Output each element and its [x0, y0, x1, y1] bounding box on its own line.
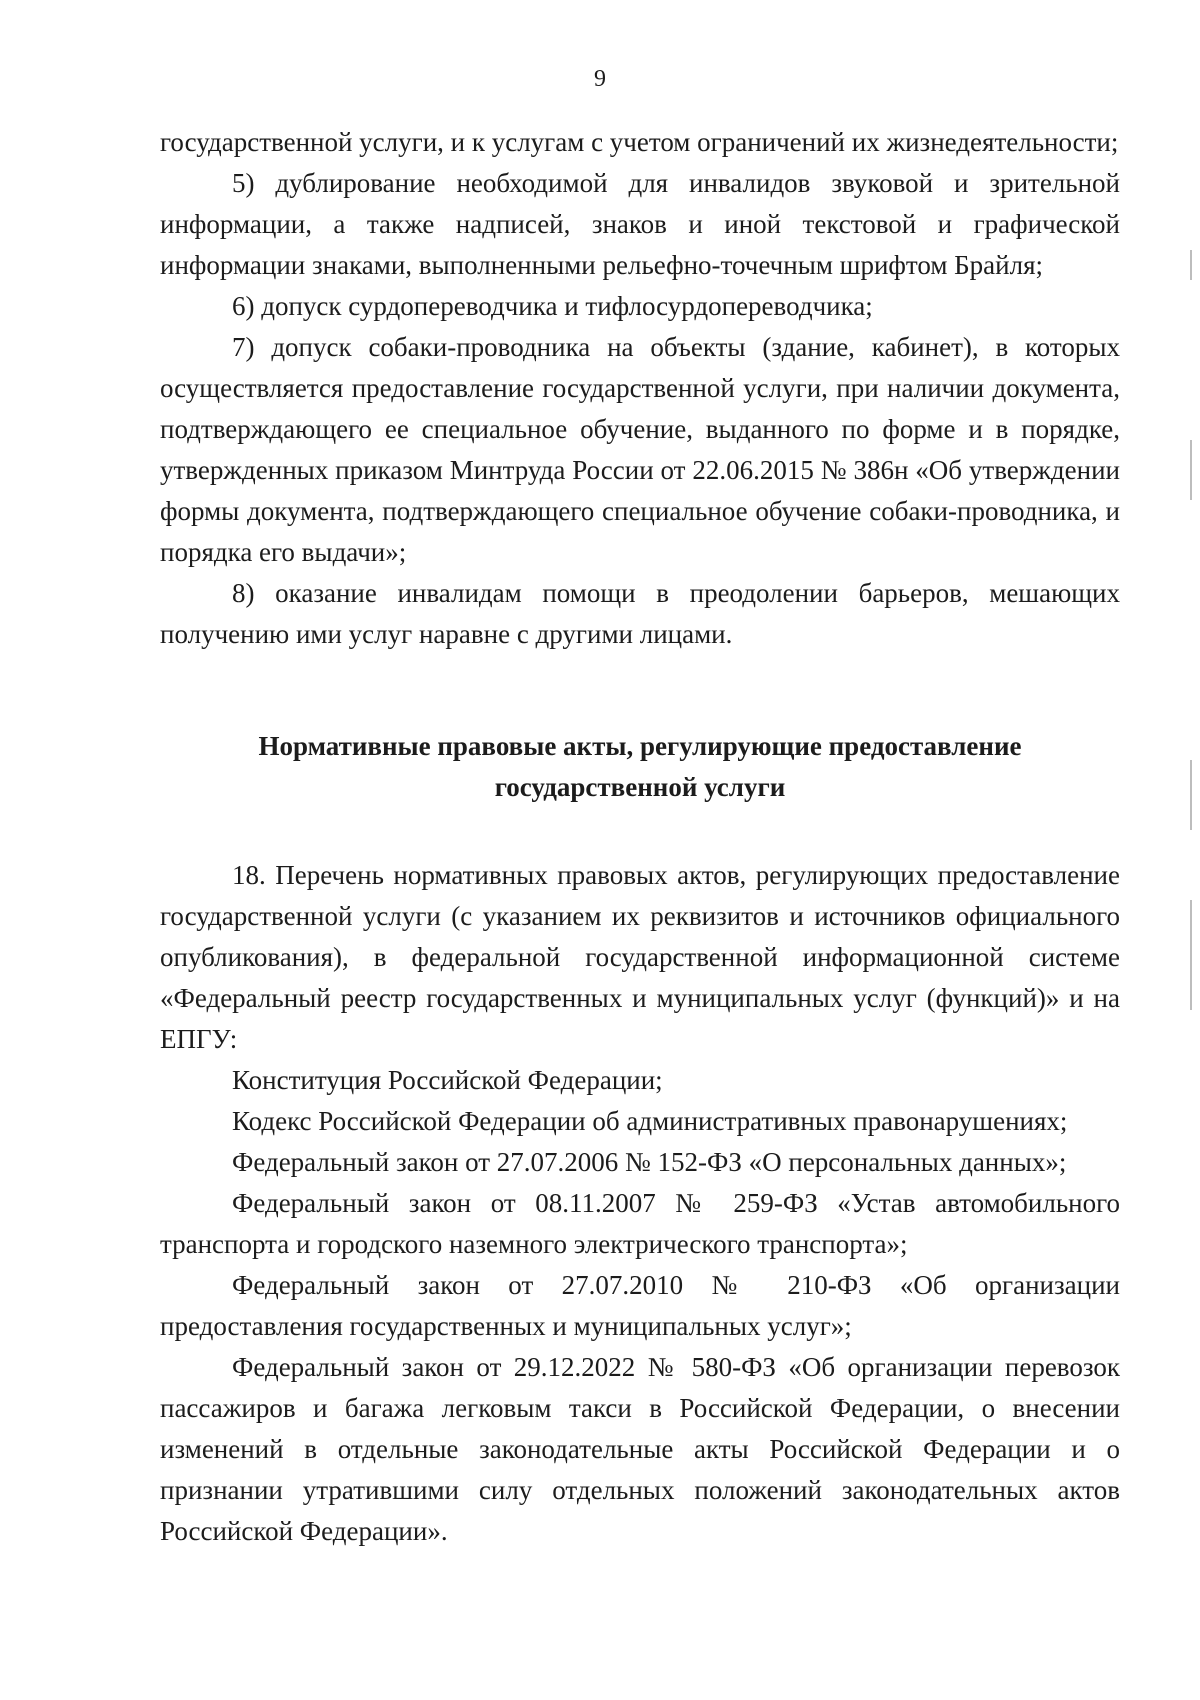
scan-edge-mark	[1190, 250, 1192, 280]
scan-edge-mark	[1190, 900, 1192, 1010]
legal-act-item: Федеральный закон от 27.07.2006 № 152-ФЗ «О персональных данных»;	[232, 1147, 1067, 1177]
section-heading-line-2: государственной услуги	[494, 772, 786, 802]
paragraph-continuation: государственной услуги, и к услугам с учетом ограничений их жизнедеятельности;	[160, 127, 1119, 157]
section-heading	[160, 726, 1120, 808]
legal-act-item: Кодекс Российской Федерации об административных правонарушениях;	[232, 1106, 1068, 1136]
scan-edge-mark	[1190, 440, 1192, 500]
list-item-5: 5) дублирование необходимой для инвалидов звуковой и зрительной информации, а также надписей, знаков и иной текстовой и графической информации знаками, выполненными рельефно-точечным шрифтом Брайля;	[160, 168, 1120, 280]
section-heading-line-1: Нормативные правовые акты, регулирующие предоставление	[258, 731, 1022, 761]
accessibility-measures-list	[160, 122, 1120, 655]
legal-act-item: Конституция Российской Федерации;	[232, 1065, 663, 1095]
legal-acts-list	[160, 855, 1120, 1552]
page-number: 9	[594, 66, 606, 92]
legal-act-item: Федеральный закон от 08.11.2007 № 259-ФЗ «Устав автомобильного транспорта и городского наземного электрического транспорта»;	[160, 1188, 1120, 1259]
list-item-8: 8) оказание инвалидам помощи в преодолении барьеров, мешающих получению ими услуг наравне с другими лицами.	[160, 578, 1120, 649]
legal-act-item: Федеральный закон от 27.07.2010 № 210-ФЗ «Об организации предоставления государственных и муниципальных услуг»;	[160, 1270, 1120, 1341]
scan-edge-mark	[1190, 760, 1192, 830]
list-item-6: 6) допуск сурдопереводчика и тифлосурдопереводчика;	[232, 291, 873, 321]
paragraph-18: 18. Перечень нормативных правовых актов, регулирующих предоставление государственной услуги (с указанием их реквизитов и источников официального опубликования), в федеральной государственной информационной системе «Федеральный реестр государственных и муниципальных услуг (функций)» и на ЕПГУ:	[160, 860, 1120, 1054]
legal-act-item: Федеральный закон от 29.12.2022 № 580-ФЗ «Об организации перевозок пассажиров и багажа легковым такси в Российской Федерации, о внесении изменений в отдельные законодательные акты Российской Федерации и о признании утратившими силу отдельных положений законодательных актов Российской Федерации».	[160, 1352, 1120, 1546]
list-item-7: 7) допуск собаки-проводника на объекты (здание, кабинет), в которых осуществляется предоставление государственной услуги, при наличии документа, подтверждающего ее специальное обучение, выданного по форме и в порядке, утвержденных приказом Минтруда России от 22.06.2015 № 386н «Об утверждении формы документа, подтверждающего специальное обучение собаки-проводника, и порядка его выдачи»;	[160, 332, 1120, 567]
